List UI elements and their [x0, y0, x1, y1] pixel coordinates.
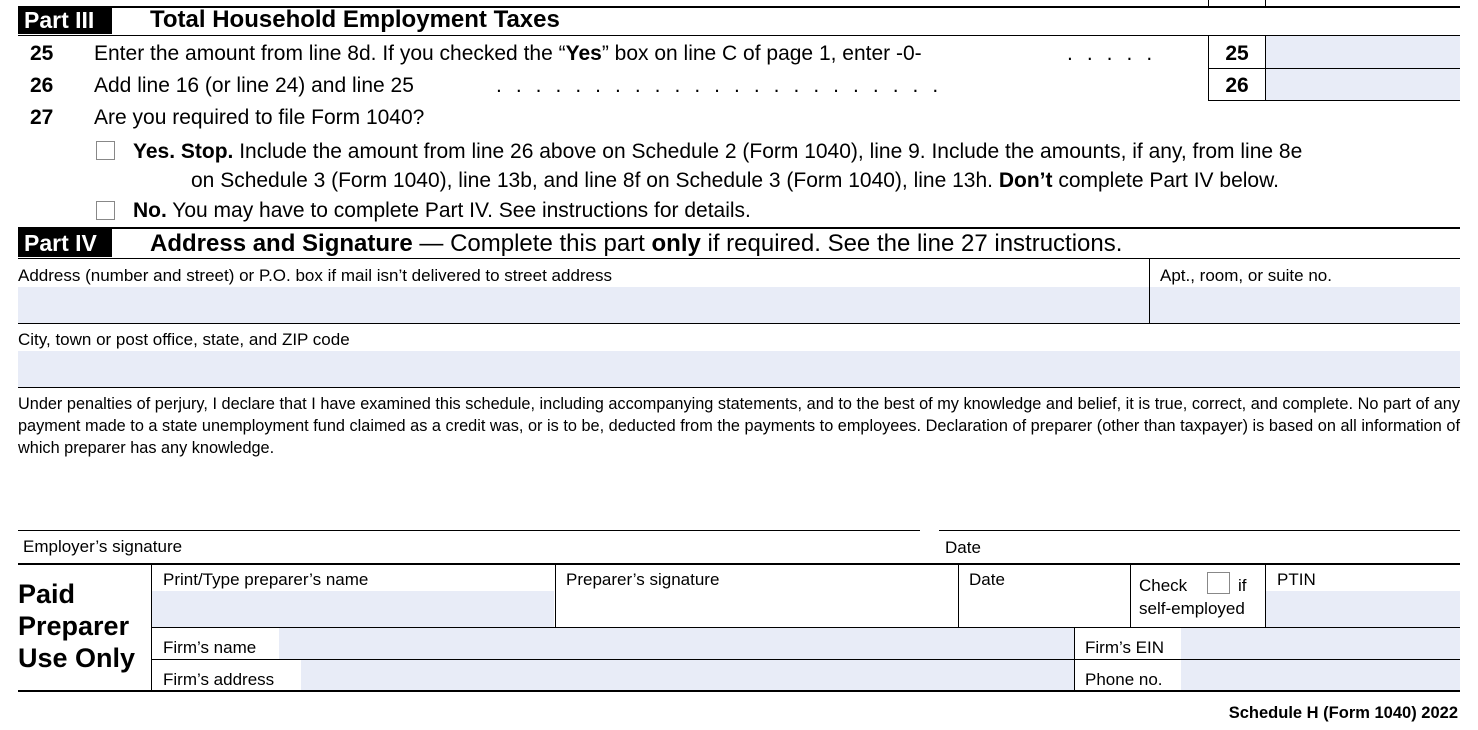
if-label: if — [1238, 576, 1247, 595]
ptin-input[interactable] — [1266, 591, 1460, 627]
city-input[interactable] — [18, 351, 1460, 387]
address-label: Address (number and street) or P.O. box if mail isn’t delivered to street address — [18, 266, 613, 285]
form-footer: Schedule H (Form 1040) 2022 — [1228, 704, 1458, 722]
firm-name-input[interactable] — [279, 628, 1074, 659]
line-25-text: Enter the amount from line 8d. If you checked the “Yes” box on line C of page 1, enter -0- — [94, 42, 922, 65]
part4-title: Address and Signature — Complete this part only if required. See the line 27 instructions. — [150, 230, 1123, 257]
preparer-date-label: Date — [969, 570, 1005, 589]
rule — [1208, 100, 1460, 101]
firm-ein-input[interactable] — [1181, 628, 1460, 659]
self-employed-label: self-employed — [1139, 599, 1245, 618]
no-checkbox[interactable] — [96, 201, 115, 220]
part3-label: Part III — [18, 6, 112, 34]
signature-date-label: Date — [945, 538, 981, 557]
self-employed-checkbox[interactable] — [1207, 572, 1230, 594]
rule — [18, 563, 1460, 565]
city-label: City, town or post office, state, and ZIP code — [18, 330, 350, 349]
preparer-signature-label: Preparer’s signature — [566, 570, 720, 589]
apt-label: Apt., room, or suite no. — [1160, 266, 1332, 285]
rule — [18, 323, 1460, 324]
line-26-amount-field[interactable] — [1266, 69, 1460, 100]
divider — [1130, 565, 1131, 628]
part3-title: Total Household Employment Taxes — [150, 6, 560, 33]
line-26-box: 26 — [1225, 74, 1249, 97]
rule — [18, 35, 1460, 36]
line-26-text: Add line 16 (or line 24) and line 25 — [94, 74, 414, 97]
rule — [18, 690, 1460, 692]
firm-ein-label: Firm’s EIN — [1085, 638, 1165, 657]
line-26-number: 26 — [30, 74, 54, 97]
employer-signature-line[interactable] — [18, 530, 920, 531]
employer-signature-label: Employer’s signature — [23, 537, 183, 556]
leader-dots: ..... — [1067, 42, 1167, 65]
check-label: Check — [1139, 576, 1188, 595]
preparer-name-input[interactable] — [152, 591, 554, 627]
firm-address-label: Firm’s address — [163, 670, 275, 689]
line-25-number: 25 — [30, 42, 54, 65]
yes-checkbox[interactable] — [96, 141, 115, 160]
no-text: No. You may have to complete Part IV. See instructions for details. — [133, 199, 751, 222]
rule — [18, 227, 1460, 229]
rule — [18, 258, 1460, 259]
preparer-name-label: Print/Type preparer’s name — [163, 570, 369, 589]
firm-name-label: Firm’s name — [163, 638, 257, 657]
ptin-label: PTIN — [1277, 570, 1316, 589]
address-input[interactable] — [18, 287, 1149, 323]
part4-label: Part IV — [18, 229, 112, 257]
rule — [18, 387, 1460, 388]
yes-text-line2: on Schedule 3 (Form 1040), line 13b, and line 8f on Schedule 3 (Form 1040), line 13h. Don’t complete Part IV below. — [191, 169, 1279, 192]
yes-text-line1: Yes. Stop. Include the amount from line 26 above on Schedule 2 (Form 1040), line 9. Include the amounts, if any, from line 8e — [133, 140, 1303, 163]
date-line[interactable] — [939, 530, 1460, 531]
line-27-text: Are you required to file Form 1040? — [94, 106, 425, 129]
phone-label: Phone no. — [1085, 670, 1163, 689]
penalties-statement: Under penalties of perjury, I declare that I have examined this schedule, including accompanying statements, and to the best of my knowledge and belief, it is true, correct, and complete. No part of any payment made to a state unemployment fund claimed as a credit was, or is to be, deducted from the payments to employees. Declaration of preparer (other than taxpayer) is based on all information of which preparer has any knowledge. — [18, 395, 1460, 457]
divider — [555, 565, 556, 628]
line-25-box: 25 — [1225, 42, 1249, 65]
line-27-number: 27 — [30, 106, 54, 129]
divider — [151, 565, 152, 691]
paid-preparer-heading: Paid Preparer Use Only — [18, 579, 136, 673]
firm-address-input[interactable] — [301, 660, 1074, 690]
phone-input[interactable] — [1181, 660, 1460, 690]
divider — [958, 565, 959, 628]
apt-input[interactable] — [1150, 287, 1460, 323]
line-25-amount-field[interactable] — [1266, 36, 1460, 68]
leader-dots: ....................... — [496, 74, 953, 97]
